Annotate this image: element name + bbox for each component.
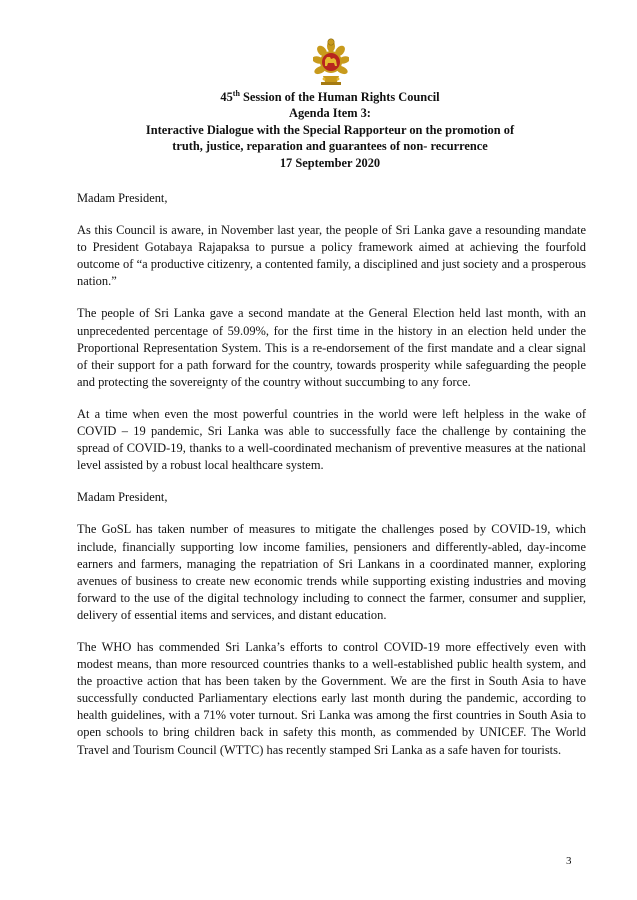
paragraph: The people of Sri Lanka gave a second mandate at the General Election held last month, with an unprecedented percentage of 59.09%, for the first time in the history in an election held under the Proportional Representation System. This is a re-endorsement of the first mandate and a clear signal of their support for a path forward for the country, towards prosperity while safeguarding the people and protecting the sovereignty of the country without succumbing to any force. [77,306,586,389]
header-session-number: 45 [220,90,233,104]
header-date: 17 September 2020 [279,155,381,170]
header-session-rest: Session of the Human Rights Council [239,90,440,104]
header-ordinal-suffix: th [232,88,240,98]
header-dialogue-line-1: Interactive Dialogue with the Special Rapporteur on the promotion of [145,122,515,137]
document-body [77,190,586,774]
page-number: 3 [566,855,572,867]
paragraph: As this Council is aware, in November last year, the people of Sri Lanka gave a resounding mandate to President Gotabaya Rajapaksa to pursue a policy framework aimed at achieving the fourfold outcome of “a productive citizenry, a contented family, a disciplined and just society and a prosperous nation.” [77,223,586,289]
paragraph: The GoSL has taken number of measures to mitigate the challenges posed by COVID-19, which include, financially supporting low income families, pensioners and differently-abled, day-income earners and farmers, managing the repatriation of Sri Lankans in a coordinated manner, exploring avenues of business to create new economic trends while supporting existing industries and moving forward to the use of the digital technology including to connect the farmer, consumer and supplier, delivery of essential items and services, and distant education. [77,522,586,622]
document-header [60,89,600,171]
salutation: Madam President, [77,490,168,505]
paragraph: The WHO has commended Sri Lanka’s efforts to control COVID-19 more effectively even with modest means, than more resourced countries thanks to a well-established public health system, and the proactive action that has been taken by the Government. We are the first in South Asia to have successfully conducted Parliamentary elections early last month during the pandemic, according to health guidelines, with a 71% voter turnout. Sri Lanka was among the first countries in South Asia to open schools to bring children back in safety this month, as commended by UNICEF. The World Travel and Tourism Council (WTTC) has recently stamped Sri Lanka as a safe haven for tourists. [77,639,586,757]
header-dialogue-line-2: truth, justice, reparation and guarantees of non- recurrence [172,139,488,154]
header-agenda-item: Agenda Item 3: [289,106,371,121]
sri-lanka-emblem-icon [313,38,349,88]
header-session-line [60,89,600,105]
salutation: Madam President, [77,191,168,205]
paragraph: At a time when even the most powerful countries in the world were left helpless in the wake of COVID – 19 pandemic, Sri Lanka was able to successfully face the challenge by containing the spread of COVID-19, thanks to a well-coordinated mechanism of preventive measures at the national level assisted by a robust local healthcare system. [77,406,586,473]
